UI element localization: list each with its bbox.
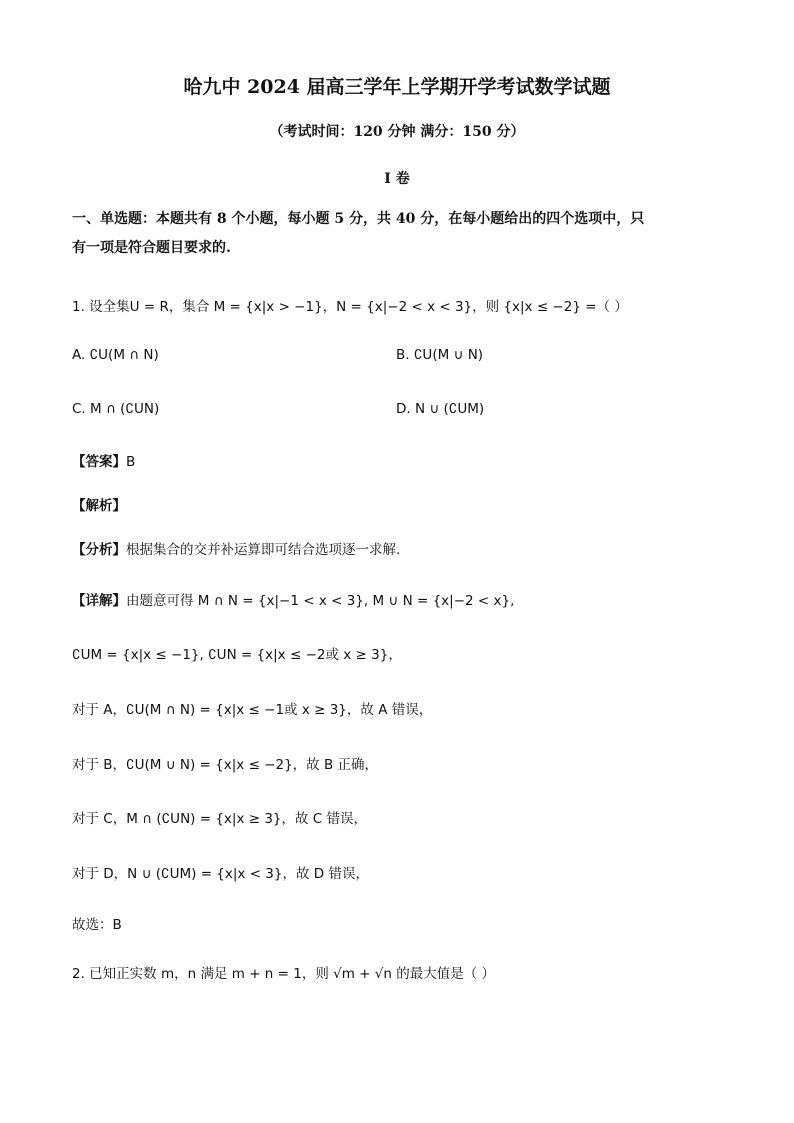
detail-row-1 [72,591,514,611]
detail-option-a: 对于 A，∁U(M ∩ N) = {x|x ≤ −1或 x ≥ 3}，故 A 错误， [72,702,433,718]
exam-subtitle: （考试时间：120 分钟 满分：150 分） [269,124,525,140]
analysis-tag: 【解析】 [72,498,126,514]
section-heading-line-1: 一、单选题：本题共有 8 个小题，每小题 5 分，共 40 分，在每小题给出的四个选项中，只 [72,211,645,227]
volume-heading: I 卷 [384,171,410,187]
detail-row-2: ∁UM = {x|x ≤ −1}, ∁UN = {x|x ≤ −2或 x ≥ 3}， [72,647,402,663]
question-1-option-d: D. N ∪ (∁UM) [396,401,485,417]
fenxi-tag: 【分析】 [72,542,126,558]
section-heading-line-2: 有一项是符合题目要求的. [72,240,231,256]
question-1-option-c: C. M ∩ (∁UN) [72,401,160,417]
answer-tag: 【答案】 [72,454,126,470]
answer-value: B [126,454,136,470]
detail-option-b: 对于 B，∁U(M ∪ N) = {x|x ≤ −2}，故 B 正确， [72,757,379,773]
exam-title: 哈九中 2024 届高三学年上学期开学考试数学试题 [183,76,611,98]
detail-text-1: 由题意可得 M ∩ N = {x|−1 < x < 3}, M ∪ N = {x|−2 < x}, [126,593,515,609]
question-2-stem: 2. 已知正实数 m，n 满足 m + n = 1，则 √m + √n 的最大值是（ ） [72,966,496,982]
detail-option-c: 对于 C，M ∩ (∁UN) = {x|x ≥ 3}，故 C 错误， [72,811,368,827]
question-1-option-a: A. ∁U(M ∩ N) [72,347,159,363]
question-1-option-b: B. ∁U(M ∪ N) [396,347,484,363]
conclusion: 故选：B [72,917,122,933]
detail-tag: 【详解】 [72,593,126,609]
fenxi-text: 根据集合的交并补运算即可结合选项逐一求解. [126,542,401,558]
question-1-stem: 1. 设全集U = R，集合 M = {x|x > −1}，N = {x|−2 < x < 3}，则 {x|x ≤ −2} =（ ） [72,299,628,315]
answer-row [72,452,135,472]
fenxi-row [72,540,400,560]
detail-option-d: 对于 D，N ∪ (∁UM) = {x|x < 3}，故 D 错误， [72,866,369,882]
